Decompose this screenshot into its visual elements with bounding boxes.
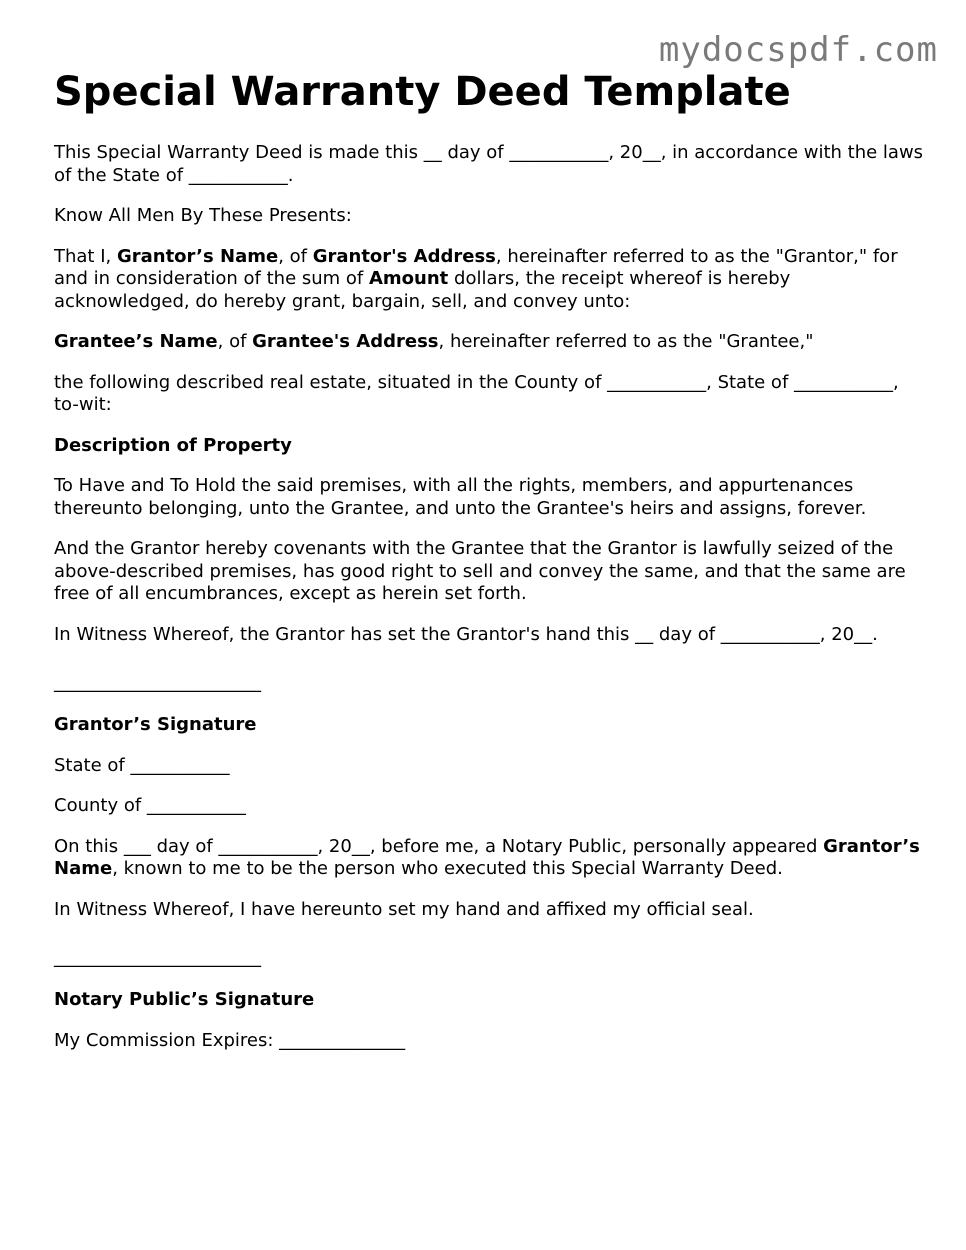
notary-witness-paragraph: In Witness Whereof, I have hereunto set my hand and affixed my official seal. xyxy=(54,898,754,920)
habendum-paragraph: To Have and To Hold the said premises, with all the rights, members, and appurtenances thereunto belonging, unto the Grantee, and unto the Grantee's heirs and assigns, forever. xyxy=(54,475,867,519)
notary-acknowledgement-paragraph: On this ___ day of ___________, 20__, before me, a Notary Public, personally appeared Grantor’s Name, known to me to be the person who executed this Special Warranty Deed. xyxy=(54,835,920,879)
grantor-address-field: Grantor's Address xyxy=(312,245,496,267)
notary-signature-line: _______________________ xyxy=(54,947,261,968)
witness-paragraph: In Witness Whereof, the Grantor has set the Grantor's hand this __ day of ___________, 20__. xyxy=(54,623,878,645)
document-page xyxy=(54,68,924,1070)
grantor-paragraph: That I, Grantor’s Name, of Grantor's Address, hereinafter referred to as the "Grantor," for and in consideration of the sum of Amount dollars, the receipt whereof is hereby acknowledged, do hereby grant, bargain, sell, and convey unto: xyxy=(54,245,898,312)
grantee-paragraph: Grantee’s Name, of Grantee's Address, hereinafter referred to as the "Grantee," xyxy=(54,331,814,352)
property-heading: Description of Property xyxy=(54,434,292,456)
covenant-paragraph: And the Grantor hereby covenants with the Grantee that the Grantor is lawfully seized of the above-described premises, has good right to sell and convey the same, and that the same are free of all encumbrances, except as herein set forth. xyxy=(54,538,906,604)
grantee-address-field: Grantee's Address xyxy=(252,331,439,352)
watermark: mydocspdf.com xyxy=(658,30,938,70)
intro-paragraph: This Special Warranty Deed is made this __ day of ___________, 20__, in accordance with the laws of the State of ___________. xyxy=(54,142,924,186)
grantor-signature-line: _______________________ xyxy=(54,672,261,693)
grantor-signature-label: Grantor’s Signature xyxy=(54,714,257,735)
county-of-field: County of ___________ xyxy=(54,795,246,816)
know-all-men-paragraph: Know All Men By These Presents: xyxy=(54,205,352,226)
amount-field: Amount xyxy=(369,268,449,289)
grantee-name-field: Grantee’s Name xyxy=(54,331,218,352)
commission-expires-field: My Commission Expires: ______________ xyxy=(54,1029,406,1051)
notary-grantor-name-field: Grantor’s Name xyxy=(54,835,920,879)
document-title: Special Warranty Deed Template xyxy=(54,69,791,115)
grantor-name-field: Grantor’s Name xyxy=(116,245,279,267)
real-estate-paragraph: the following described real estate, situated in the County of ___________, State of ___________, to-wit: xyxy=(54,371,899,415)
notary-signature-label: Notary Public’s Signature xyxy=(54,989,315,1010)
state-of-field: State of ___________ xyxy=(54,754,230,776)
